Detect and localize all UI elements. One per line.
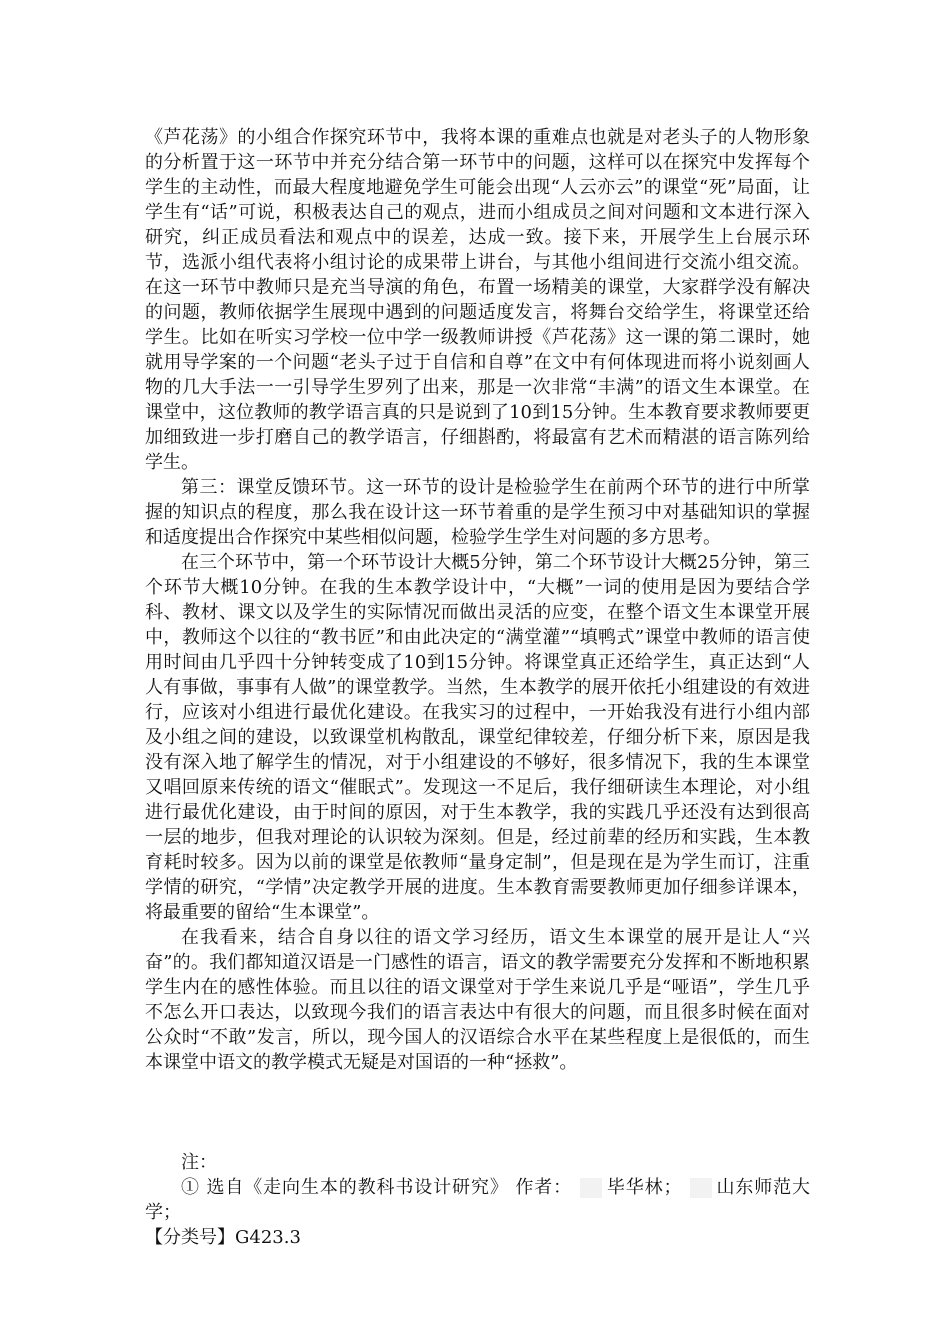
- paragraph-time-allocation: 在三个环节中，第一个环节设计大概5分钟，第二个环节设计大概25分钟，第三个环节大概10分钟。在我的生本教学设计中，“大概”一词的使用是因为要结合学科、教材、课文以及学生的实际情况而做出灵活的应变，在整个语文生本课堂开展中，教师这个以往的“教书匠”和由此决定的“满堂灌”“填鸭式”课堂中教师的语言使用时间由几乎四十分钟转变成了10到15分钟。将课堂真正还给学生，真正达到“人人有事做，事事有人做”的课堂教学。当然，生本教学的展开依托小组建设的有效进行，应该对小组进行最优化建设。在我实习的过程中，一开始我没有进行小组内部及小组之间的建设，以致课堂机构散乱，课堂纪律较差，仔细分析下来，原因是我没有深入地了解学生的情况，对于小组建设的不够好，很多情况下，我的生本课堂又唱回原来传统的语文“催眠式”。发现这一不足后，我仔细研读生本理论，对小组进行最优化建设，由于时间的原因，对于生本教学，我的实践几乎还没有达到很高一层的地步，但我对理论的认识较为深刻。但是，经过前辈的经历和实践，生本教育耗时较多。因为以前的课堂是依教师“量身定制”，但是现在是为学生而订，注重学情的研究，“学情”决定教学开展的进度。生本教育需要教师更加仔细参详课本，将最重要的留给“生本课堂”。: [145, 552, 810, 923]
- blank-field: [580, 1178, 602, 1198]
- section-spacer: [145, 1075, 810, 1150]
- blank-field: [690, 1178, 712, 1198]
- paragraph-conclusion: 在我看来，结合自身以往的语文学习经历，语文生本课堂的展开是让人“兴奋”的。我们都知道汉语是一门感性的语言，语文的教学需要充分发挥和不断地积累学生内在的感性体验。而且以往的语文课堂对于学生来说几乎是“哑语”，学生几乎不怎么开口表达，以致现今我们的语言表达中有很大的问题，而且很多时候在面对公众时“不敢”发言，所以，现今国人的汉语综合水平在某些程度上是很低的，而生本课堂中语文的教学模式无疑是对国语的一种“拯救”。: [145, 927, 810, 1073]
- paragraph-feedback-section: 第三：课堂反馈环节。这一环节的设计是检验学生在前两个环节的进行中所掌握的知识点的程度，那么我在设计这一环节着重的是学生预习中对基础知识的掌握和适度提出合作探究中某些相似问题，检验学生学生对问题的多方思考。: [145, 477, 810, 548]
- source-citation: [145, 1175, 810, 1225]
- classification-number: 【分类号】G423.3: [145, 1227, 301, 1248]
- citation-author: 毕华林；: [606, 1177, 682, 1198]
- paragraph-continuation: 《芦花荡》的小组合作探究环节中，我将本课的重难点也就是对老头子的人物形象的分析置于这一环节中并充分结合第一环节中的问题，这样可以在探究中发挥每个学生的主动性，而最大程度地避免学生可能会出现“人云亦云”的课堂“死”局面，让学生有“话”可说，积极表达自己的观点，进而小组成员之间对问题和文本进行深入研究，纠正成员看法和观点中的误差，达成一致。接下来，开展学生上台展示环节，选派小组代表将小组讨论的成果带上讲台，与其他小组间进行交流小组交流。在这一环节中教师只是充当导演的角色，布置一场精美的课堂，大家群学没有解决的问题，教师依据学生展现中遇到的问题适度发言，将舞台交给学生，将课堂还给学生。比如在听实习学校一位中学一级教师讲授《芦花荡》这一课的第二课时，她就用导学案的一个问题“老头子过于自信和自尊”在文中有何体现进而将小说刻画人物的几大手法一一引导学生罗列了出来，那是一次非常“丰满”的语文生本课堂。在课堂中，这位教师的教学语言真的只是说到了10到15分钟。生本教育要求教师要更加细致进一步打磨自己的教学语言，仔细斟酌，将最富有艺术而精湛的语言陈列给学生。: [145, 127, 810, 473]
- document-body: [145, 125, 810, 1250]
- citation-prefix: ① 选自《走向生本的教科书设计研究》 作者：: [181, 1177, 572, 1198]
- notes-label: 注：: [181, 1152, 217, 1173]
- citation-institution: 山东师范大学；: [145, 1177, 811, 1223]
